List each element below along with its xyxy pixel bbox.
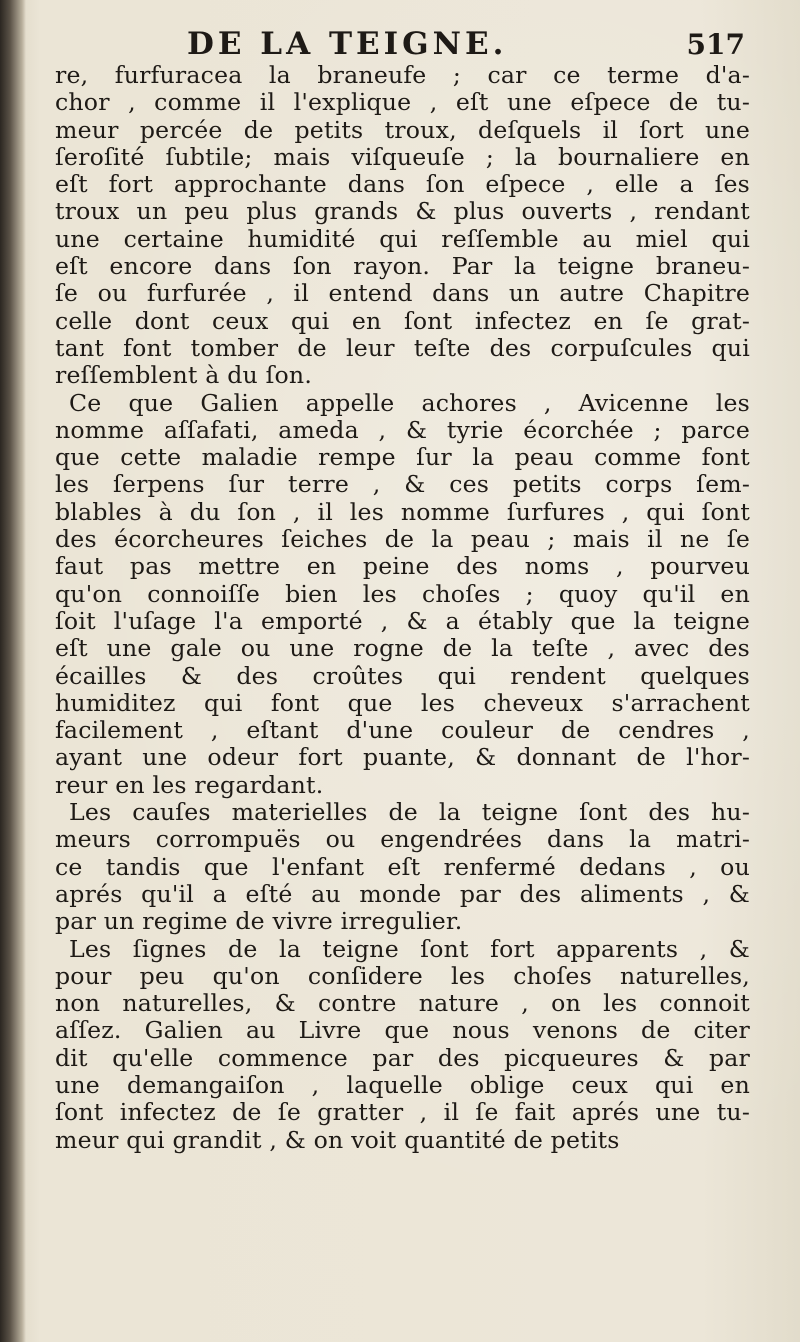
text-line: qu'on connoiſſe bien les choſes ; quoy qu'il en [55, 579, 750, 608]
running-title: DE LA TEIGNE. [187, 26, 508, 62]
text-line: une certaine humidité qui reſſemble au miel qui [55, 224, 750, 253]
text-line: troux un peu plus grands & plus ouverts , rendant [55, 197, 750, 226]
text-line: Les cauſes materielles de la teigne ſont des hu- [69, 798, 750, 827]
paragraph [55, 62, 750, 390]
text-line: aſſez. Galien au Livre que nous venons de citer [55, 1016, 750, 1045]
text-line: des écorcheures ſeiches de la peau ; mais il ne ſe [55, 525, 750, 554]
text-line: par un regime de vivre irregulier. [55, 907, 463, 936]
text-line: facilement , eſtant d'une couleur de cendres , [55, 716, 750, 745]
text-line: eſt encore dans ſon rayon. Par la teigne braneu- [55, 252, 750, 281]
text-line: écailles & des croûtes qui rendent quelques [55, 661, 750, 690]
text-line: aprés qu'il a eſté au monde par des aliments , & [55, 879, 750, 908]
text-line: Ce que Galien appelle achores , Avicenne les [69, 388, 750, 417]
text-line: ſont infectez de ſe gratter , il ſe fait aprés une tu- [55, 1098, 750, 1127]
text-line: meur qui grandit , & on voit quantité de petits [55, 1125, 620, 1154]
text-line: celle dont ceux qui en ſont infectez en ſe grat- [55, 306, 750, 335]
text-line: eſt une gale ou une rogne de la teſte , avec des [55, 634, 750, 663]
text-line: eſt fort approchante dans ſon eſpece , elle a ſes [55, 170, 750, 199]
running-head [55, 26, 745, 66]
page-number: 517 [686, 28, 745, 61]
text-line: reur en les regardant. [55, 770, 324, 799]
text-line: Les ſignes de la teigne ſont fort apparents , & [69, 934, 750, 963]
text-line: humiditez qui font que les cheveux s'arrachent [55, 688, 750, 717]
text-line: blables à du ſon , il les nomme ſurfures , qui ſont [55, 497, 750, 526]
text-line: ce tandis que l'enfant eſt renfermé dedans , ou [55, 852, 750, 881]
text-line: ſoit l'uſage l'a emporté , & a étably que la teigne [55, 606, 750, 635]
text-line: meurs corrompuës ou engendrées dans la matri- [55, 825, 750, 854]
text-line: reſſemblent à du ſon. [55, 361, 313, 390]
text-line: tant font tomber de leur teſte des corpuſcules qui [55, 333, 750, 362]
text-line: ayant une odeur fort puante, & donnant de l'hor- [55, 743, 750, 772]
text-line: chor , comme il l'explique , eſt une eſpece de tu- [55, 88, 750, 117]
paragraph [55, 390, 750, 799]
paragraph [55, 936, 750, 1154]
text-line: pour peu qu'on conſidere les choſes naturelles, [55, 961, 750, 990]
binding-gutter [0, 0, 26, 1342]
text-line: les ſerpens ſur terre , & ces petits corps ſem- [55, 470, 750, 499]
text-line: non naturelles, & contre nature , on les connoit [55, 989, 750, 1018]
text-line: ſe ou furfurée , il entend dans un autre Chapitre [55, 279, 750, 308]
body-text [55, 62, 750, 1154]
text-line: re, furfuracea la braneufe ; car ce terme d'a- [55, 61, 750, 89]
text-line: faut pas mettre en peine des noms , pourveu [55, 552, 750, 581]
text-line: que cette maladie rempe ſur la peau comme font [55, 443, 750, 472]
text-line: dit qu'elle commence par des picqueures & par [55, 1043, 750, 1072]
text-line: ſeroſité ſubtile; mais viſqueuſe ; la bournaliere en [55, 142, 750, 171]
text-line: une demangaiſon , laquelle oblige ceux qui en [55, 1070, 750, 1099]
text-line: meur percée de petits troux, deſquels il ſort une [55, 115, 750, 144]
text-line: nomme aſſafati, ameda , & tyrie écorchée ; parce [55, 415, 750, 444]
paragraph [55, 799, 750, 935]
